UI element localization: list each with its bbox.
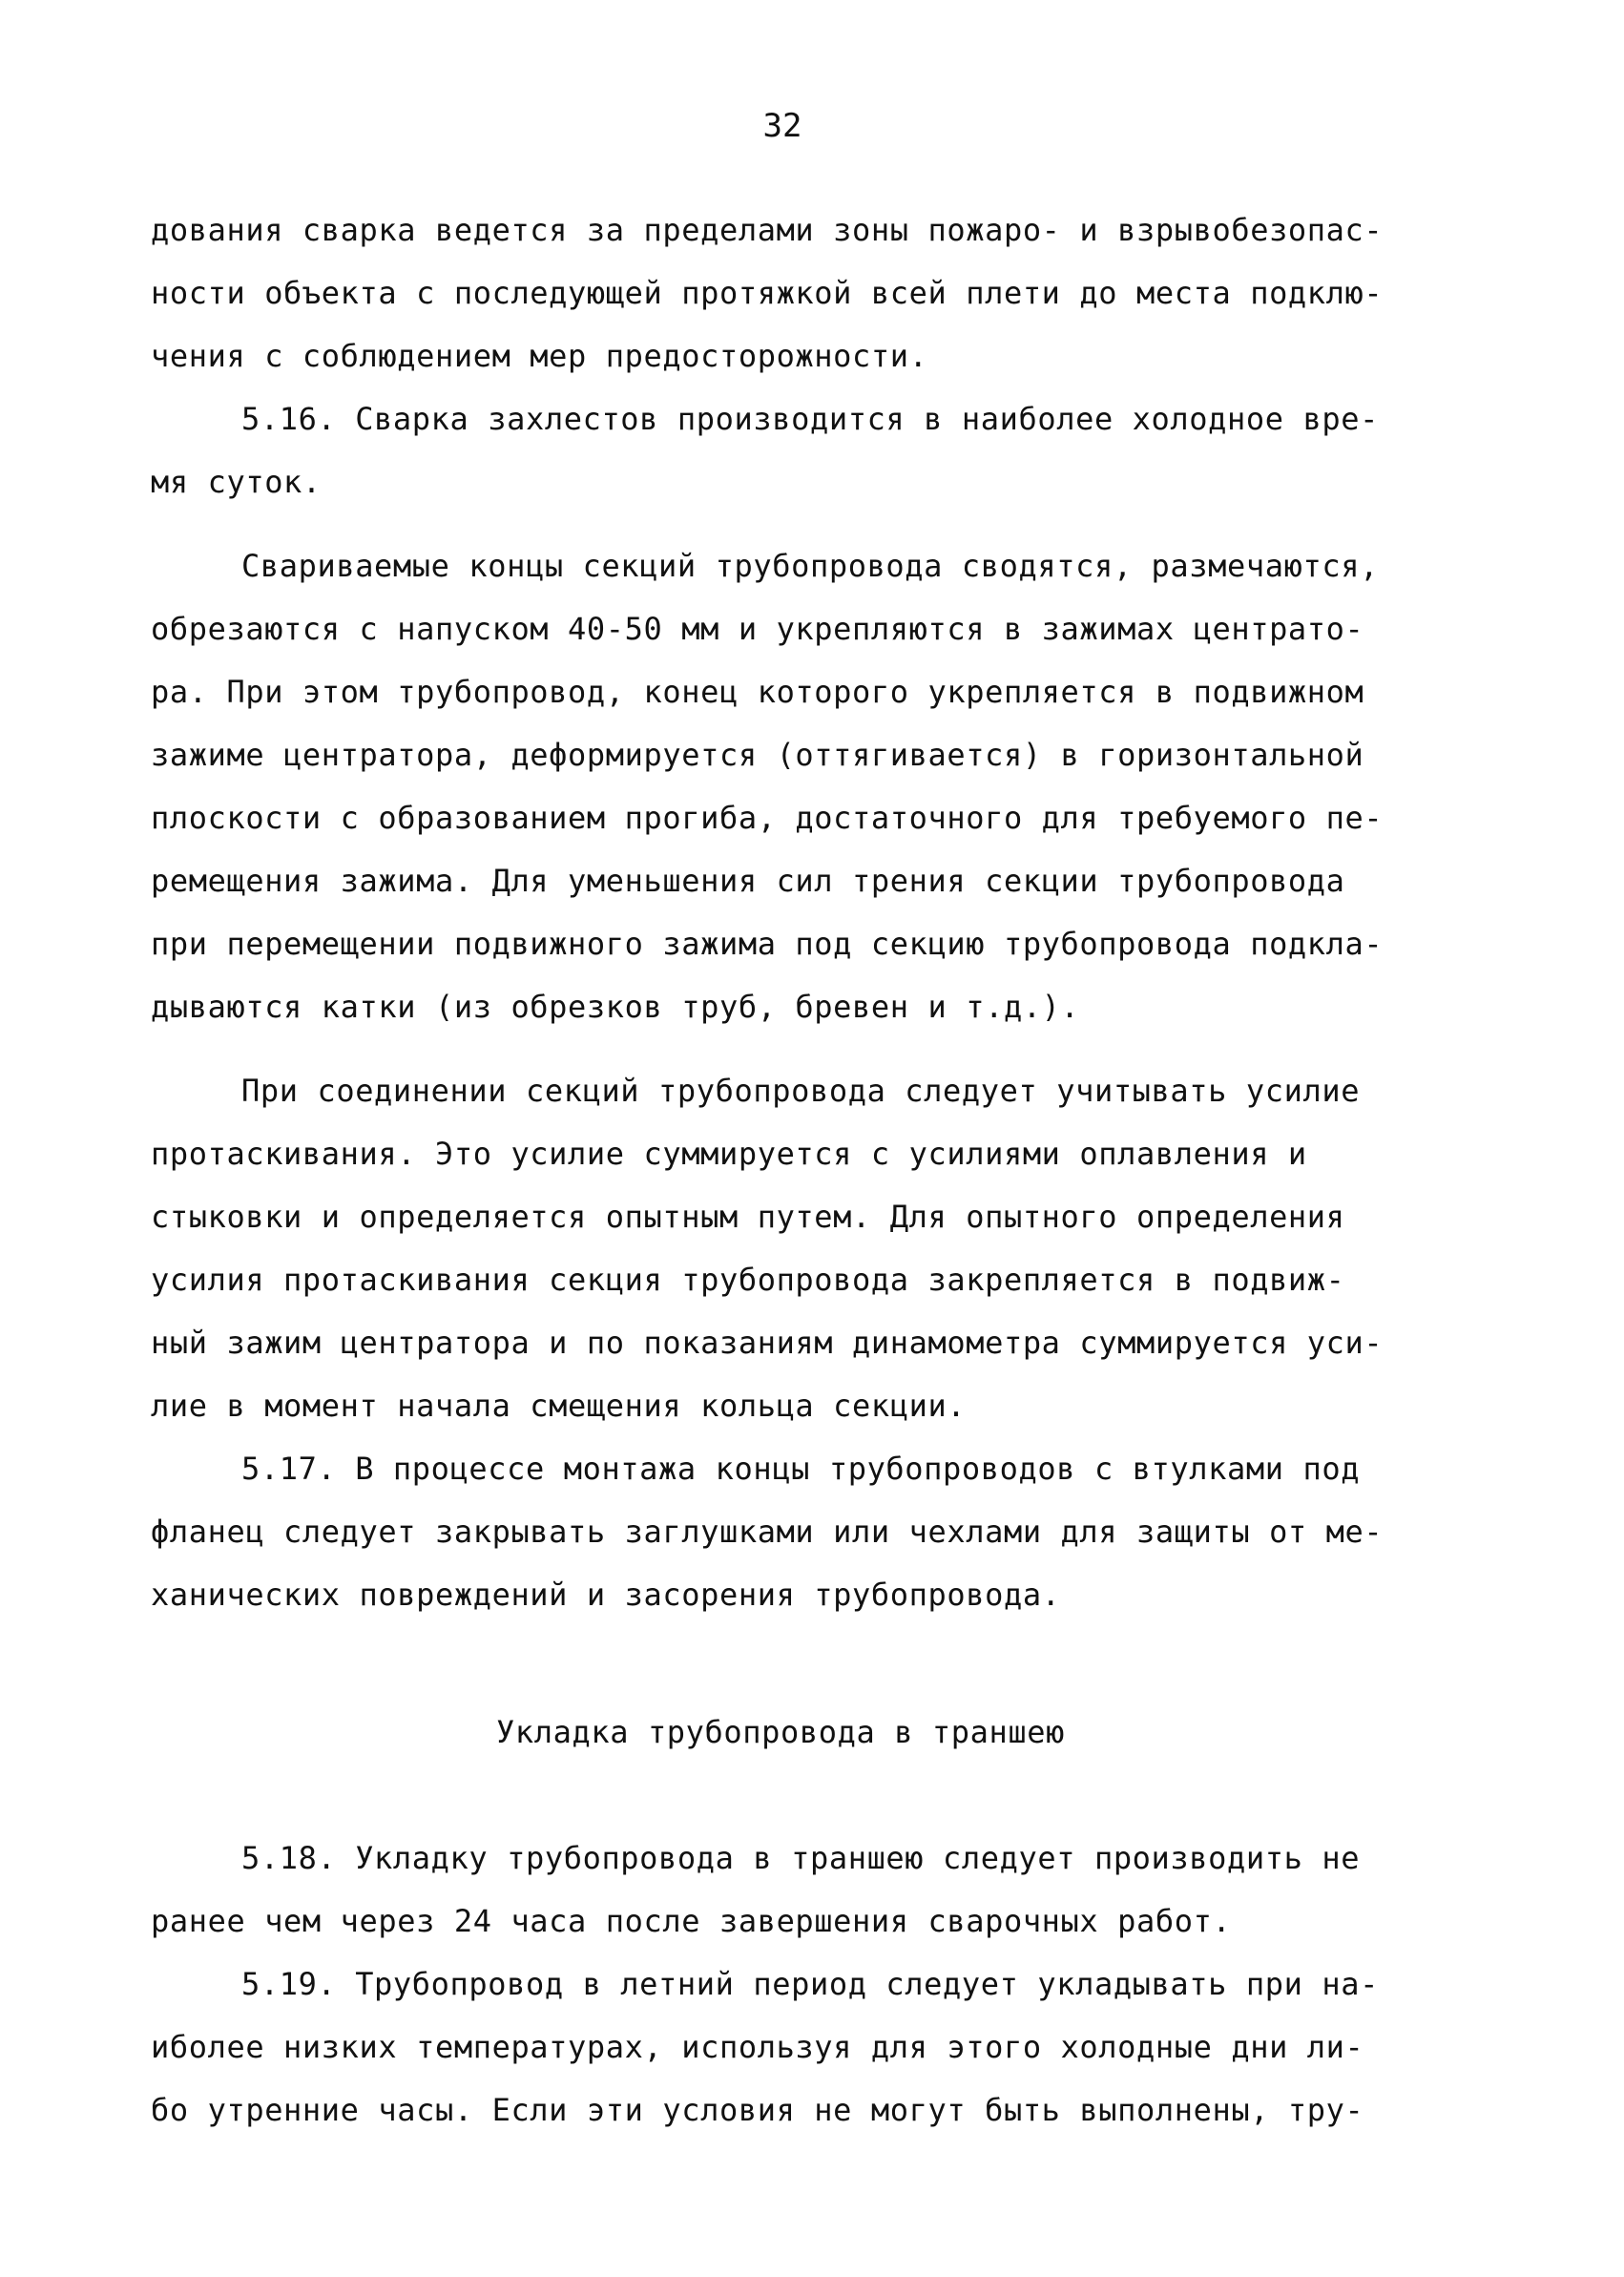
paragraph-5-19 [151,1953,1410,2141]
text-line: фланец следует закрывать заглушками или чехлами для защиты от ме- [151,1514,1384,1550]
text-line: обрезаются с напуском 40-50 мм и укрепляются в зажимах центрато- [151,611,1364,647]
text-line: ный зажим центратора и по показаниям динамометра суммируется уси- [151,1325,1384,1361]
text-line: плоскости с образованием прогиба, достаточного для требуемого пе- [151,800,1384,836]
text-line: бо утренние часы. Если эти условия не могут быть выполнены, тру- [151,2092,1364,2128]
paragraph-welded-ends [151,534,1410,1038]
text-line: ремещения зажима. Для уменьшения сил трения секции трубопровода [151,863,1345,899]
text-line: мя суток. [151,464,322,500]
paragraph-5-16 [151,387,1410,513]
section-gap [151,1764,1410,1827]
text-line: чения с соблюдением мер предосторожности. [151,338,928,374]
section-heading: Укладка трубопровода в траншею [496,1714,1065,1750]
text-line: иболее низких температурах, используя для этого холодные дни ли- [151,2029,1364,2065]
text-line: дываются катки (из обрезков труб, бревен и т.д.). [151,989,1080,1025]
paragraph-continuation [151,198,1410,387]
text-line: 5.19. Трубопровод в летний период следует укладывать при на- [241,1966,1379,2002]
paragraph-5-18 [151,1827,1410,1953]
text-line: лие в момент начала смещения кольца секции. [151,1388,967,1424]
text-line: ра. При этом трубопровод, конец которого укрепляется в подвижном [151,674,1364,710]
page-number: 32 [762,107,802,145]
text-line: при перемещении подвижного зажима под секцию трубопровода подкла- [151,926,1384,962]
text-line: Свариваемые концы секций трубопровода сводятся, размечаются, [241,548,1379,584]
paragraph-gap [151,513,1410,534]
text-line: зажиме центратора, деформируется (оттягивается) в горизонтальной [151,737,1364,773]
text-line: ханических повреждений и засорения трубопровода. [151,1577,1061,1613]
text-line: 5.18. Укладку трубопровода в траншею следует производить не [241,1840,1361,1876]
text-line: усилия протаскивания секция трубопровода закрепляется в подвиж- [151,1262,1345,1298]
text-line: ранее чем через 24 часа после завершения сварочных работ. [151,1903,1232,1939]
paragraph-5-17 [151,1437,1410,1626]
text-line: дования сварка ведется за пределами зоны пожаро- и взрывобезопас- [151,212,1384,248]
text-line: стыковки и определяется опытным путем. Для опытного определения [151,1199,1345,1235]
paragraph-joining [151,1059,1410,1437]
text-line: ности объекта с последующей протяжкой всей плети до места подклю- [151,275,1384,311]
section-gap [151,1626,1410,1701]
text-line: 5.17. В процессе монтажа концы трубопроводов с втулками под [241,1451,1361,1487]
body-text [151,198,1410,2141]
text-line: При соединении секций трубопровода следует учитывать усилие [241,1073,1361,1109]
paragraph-gap [151,1038,1410,1059]
text-line: 5.16. Сварка захлестов производится в наиболее холодное вре- [241,401,1379,437]
text-line: протаскивания. Это усилие суммируется с усилиями оплавления и [151,1136,1307,1172]
